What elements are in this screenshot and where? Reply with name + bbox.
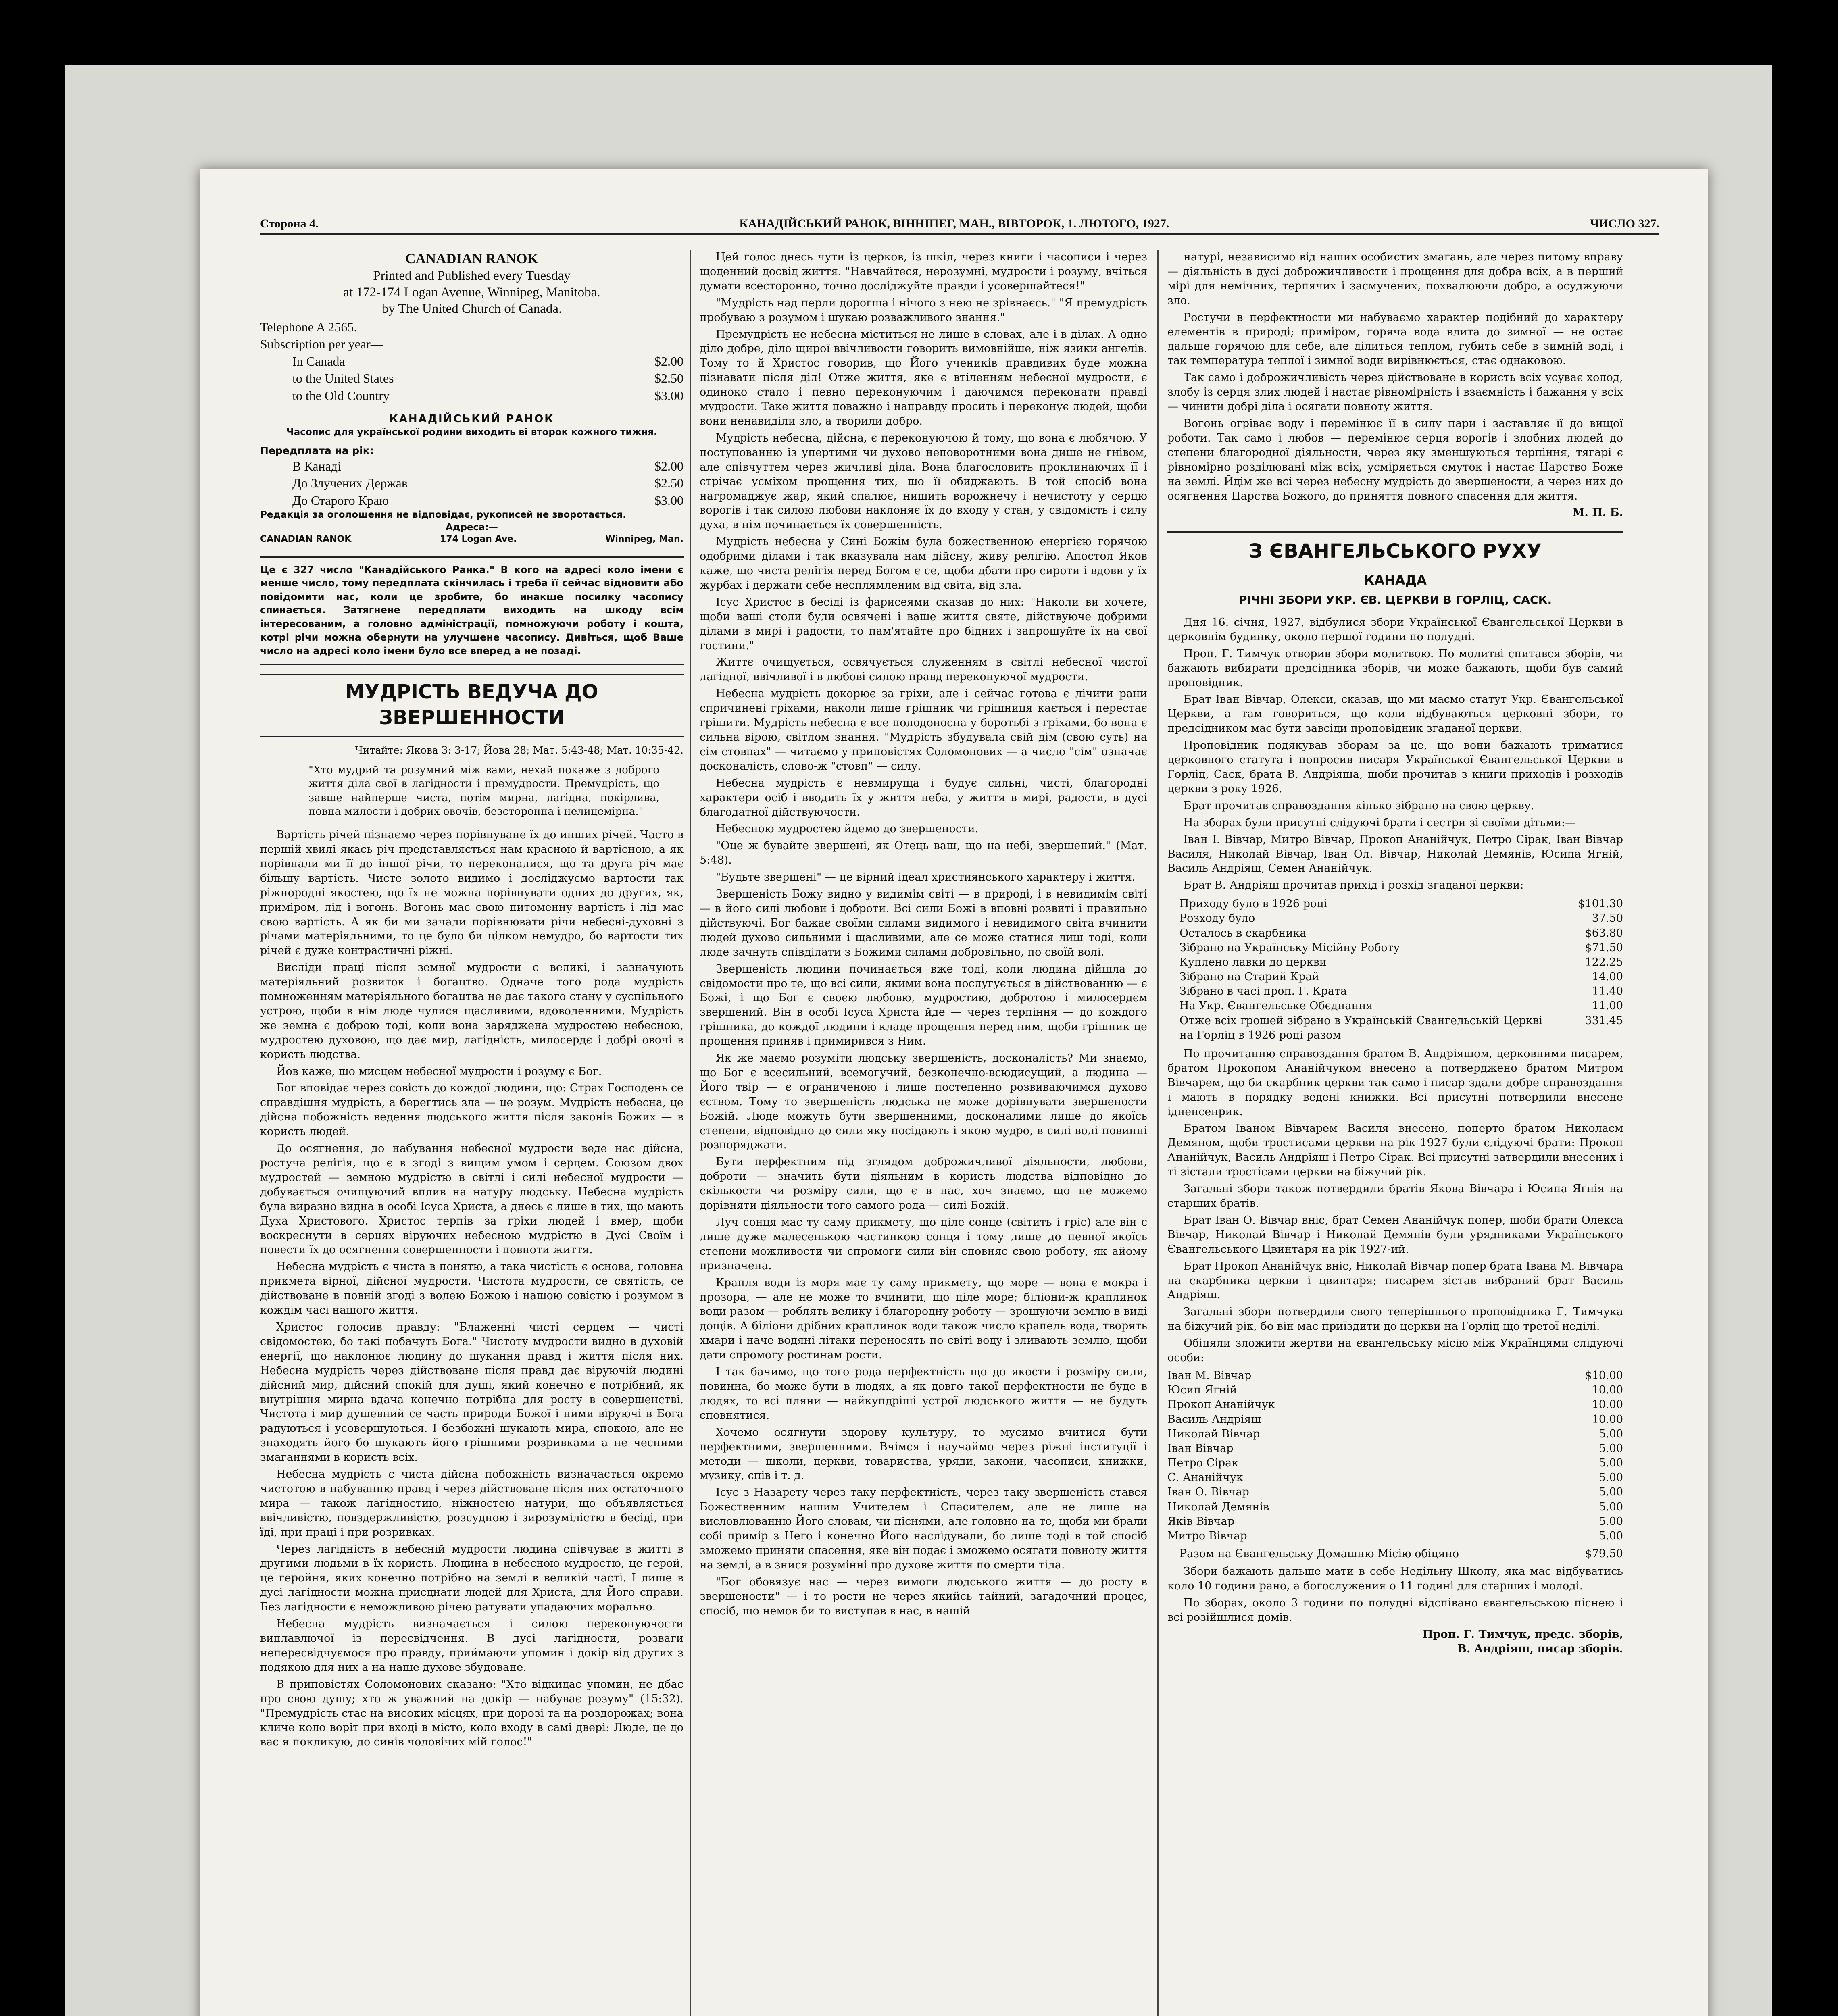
issue-number: ЧИСЛО 327. [1590, 217, 1659, 230]
article-paragraph: Небесна мудрість є невмируща і будує сильні, чисті, благородні характери осіб і вводить їх у життя неба, у життя в мирі, радости, в дусі благодатної дійствуючости. [700, 777, 1147, 818]
report-paragraph: Брат Іван О. Вівчар вніс, брат Семен Ананійчук попер, щоби брати Олекса Вівчар, Николай Вівчар і Николай Демянів були урядниками Українського Євангельського Цвинтаря на рік 1927-ий. [1167, 1214, 1623, 1256]
article-paragraph: "Оце ж бувайте звершені, як Отець ваш, що на небі, звершений." (Мат. 5:48). [700, 839, 1147, 867]
ua-masthead-title: КАНАДІЙСЬКИЙ РАНОК [389, 413, 554, 425]
scripture-readings: Читайте: Якова 3: 3-17; Йова 28; Мат. 5:43-48; Мат. 10:35-42. [355, 744, 684, 756]
column-rule-1 [690, 250, 691, 2016]
page-header [260, 217, 1659, 235]
signature: Проп. Г. Тимчук, предс. зборів, [1423, 1628, 1623, 1641]
article-paragraph: Мудрість небесна, дійсна, є переконуючою й тому, що вона є любячою. У поступованню із упертими чи духово неповоротними вона дише не гнівом, але співчуттем через жичливі діла. Вона благословить проклинаючих її і стрічає усміхом прощення тих, що її обиджають. В той спосіб вона нагромаджує жар, який спалює, нищить ворожнечу і нечистоту у серцю ворогів і так силою любови наклоняє їх до входу у стан, у свідомість і силу духа, в нім починається їх совершенність. [700, 431, 1147, 531]
article-paragraph: Христос голосив правду: "Блаженні чисті серцем — чисті свідомостею, бо такі побачуть Бога." Чистоту мудрости видно в духовій енергії, що наклонює людину до шукання правд і життя після них. Небесна мудрість через дійствоване після правд дає віруючій людині дійсний мир, дійсний спокій для душі, який конечно є потрібний, як внутрішня мирна вдача конечно потрібна для росту в совершенстві. Чистота і мир душевний се часть природи Божої і ними віруючі в Бога радуються і усовершуються. І безбожні шукають мира, спокою, але не знаходять його бо шукають його грішними розривками а не чесними змаганнями в користь всіх. [260, 1320, 684, 1464]
report-paragraph: Брат Іван Вівчар, Олекси, сказав, що ми маємо статут Укр. Євангельської Церкви, а там говориться, що коли відбуваються церковні збори, то предсідником має бути завсіди проповідник згаданої церкви. [1167, 693, 1623, 735]
masthead-line: by The United Church of Canada. [381, 302, 562, 317]
address-label: Адреса:— [446, 522, 498, 533]
ledger-row: Куплено лавки до церкви 122.25 [1179, 956, 1623, 968]
report-paragraph: Дня 16. січня, 1927, відбулися збори Української Євангельської Церкви в церковнім будинку, около першої години по полудні. [1167, 616, 1623, 643]
article-paragraph: Мудрість небесна у Сині Божім була божественною енергією горячою одобрими ділами і так вказувала нам дійсну, живу релігію. Апостол Яков каже, що чиста релігія перед Богом є се, щоби дбати про сироти і вдови у їх журбах і держати себе несплямленим від світа, від зла. [700, 535, 1147, 591]
newspaper-page [200, 169, 1708, 2016]
ua-rate-row: В Канаді $2.00 [292, 458, 684, 473]
article-paragraph: Звершеність людини починається вже тоді, коли людина дійшла до свідомости про те, що всі сили, якими вона послугується в дійствованню — є Божі, і що Бог є своєю любовю, мудростию, добротою і милосердєм звершений. Він в особі Ісуса Христа йде — через терпіння — до кождого грішника, до кождої людини і кладе прощення перед ним, щоби грішник це прощення приняв і примирився з Ним. [700, 962, 1147, 1048]
article-paragraph: Так само і доброжичливість через дійствоване в користь всіх усуває холод, злобу із серця злих людей і настає рівномірність і взаємність і бажання у всіх — чинити добрі діла і осягати повноту життя. [1167, 371, 1623, 413]
author-initials: М. П. Б. [1572, 506, 1623, 519]
article-paragraph: До осягнення, до набування небесної мудрости веде нас дійсна, ростуча релігія, що є в згоді з вищим умом і серцем. Союзом двох мудростей — земною мудрістю в світлі і силі небесної мудрости — добувається очищуючий вплив на натуру людську. Небесна мудрість була виразно видна в особі Ісуса Христа, а днесь є лише в тих, що мають Духа Христового. Христос терпів за гріхи людей і вмер, щоби воскреснути в серцях віруючих небесною мудрістю в Дусі Своїм і повести їх до осягнення совершенности і повноти життя. [260, 1142, 684, 1256]
article-epigraph: "Хто мудрий та розумний між вами, нехай покаже з доброго життя діла свої в лагідности і премудрости. Премудрість, що завше найперше чиста, потім мирна, лагідна, покірлива, повна милости і добрих овочів, безсторонна і нелицемірна." [308, 764, 659, 818]
article-paragraph: "Бог обовязує нас — через вимоги людського життя — до росту в звершености" — і то рости не через якийсь тайний, загадочний процес, спосіб, що немов би то виступав в нас, в нашій [700, 1575, 1147, 1617]
article-paragraph: "Мудрість над перли дорогша і нічого з нею не зрівнаєсь." "Я премудрість пробуваю з розумом і шукаю розважливого знання." [700, 296, 1147, 324]
ledger-row: Осталось в скарбника $63.80 [1179, 927, 1623, 939]
pledge-row: Николай Демянів 5.00 [1167, 1500, 1623, 1513]
report-paragraph: Брат Прокоп Ананійчук вніс, Николай Вівчар попер брата Івана М. Вівчара на скарбника церкви і цвинтаря; писарем зістав вибраний брат Василь Андріяш. [1167, 1260, 1623, 1302]
report-paragraph: По зборах, около 3 години по полудні відспівано євангельською піснею і всі розійшлися домів. [1167, 1597, 1623, 1624]
report-paragraph: Обіцяли зложити жертви на євангельську місію між Українцями слідуючі особи: [1167, 1337, 1623, 1364]
masthead-line: at 172-174 Logan Avenue, Winnipeg, Manitoba. [343, 285, 600, 300]
english-masthead [260, 250, 684, 318]
pledge-row: Митро Вівчар 5.00 [1167, 1529, 1623, 1542]
column-3 [1167, 250, 1623, 1656]
article-paragraph: Як же маємо розуміти людську звершеність, досконалість? Ми знаємо, що Бог є всесильний, всемогучий, безконечно-всюдисущий, а людина — Його твір — є ограниченою і лише постепенно розвиваючимся духово єством. Тому то звершеність людська не може дорівнувати звершености Божій. Люде можуть бути звершенними, досконалими лише до якоїсь степени, відповідно до сили яку посідають і якою мудро, в силі волі повинні розпоряджати. [700, 1052, 1147, 1152]
article-paragraph: Луч сонця має ту саму прикмету, що ціле сонце (світить і гріє) але він є лише дуже малесенькою частинкою сонця і тому лише до певної якоїсь степени можливости чи спромоги сили він сповняє свою роботу, як айому призначена. [700, 1216, 1147, 1272]
report-paragraph: Загальні збори потвердили свого теперішнього проповідника Г. Тимчука на біжучий рік, бо він має приїздити до церкви на Горліц що третої неділі. [1167, 1306, 1623, 1333]
masthead-line: Printed and Published every Tuesday [373, 268, 571, 283]
article-paragraph: Хочемо осягнути здорову культуру, то мусимо вчитися бути перфектними, звершенними. Вчімся і научаймо через ріжні інституції і методи — школи, церкви, товариства, уряди, закони, часописи, книжки, музику, спів і т. д. [700, 1426, 1147, 1482]
section-title: З ЄВАНГЕЛЬСЬКОГО РУХУ [1167, 531, 1623, 564]
ua-rate-row: До Старого Краю $3.00 [292, 493, 684, 508]
article-paragraph: Небесною мудростею йдемо до звершености. [716, 823, 979, 835]
report-paragraph: Проп. Г. Тимчук отворив збори молитвою. По молитві спитався зборів, чи бажають вибирати предсідника зборів, чи може бажають, щоби був самий проповідник. [1167, 647, 1623, 689]
column-2 [700, 250, 1147, 1620]
pledge-row: Василь Андріяш 10.00 [1167, 1413, 1623, 1426]
ua-subscription-label: Передплата на рік: [260, 445, 374, 457]
pledge-row: С. Ананійчук 5.00 [1167, 1471, 1623, 1484]
newspaper-dateline: КАНАДІЙСЬКИЙ РАНОК, ВІННІПЕГ, МАН., ВІВТОРОК, 1. ЛЮТОГО, 1927. [739, 217, 1169, 230]
ledger-row: Приходу було в 1926 році $101.30 [1179, 898, 1623, 910]
pledge-row: Іван О. Вівчар 5.00 [1167, 1486, 1623, 1499]
ledger-row: Розходу було 37.50 [1179, 912, 1623, 925]
rate-row: to the Old Country $3.00 [292, 388, 684, 403]
pledge-row: Николай Вівчар 5.00 [1167, 1427, 1623, 1440]
article-paragraph: Ісус з Назарету через таку перфектність, через таку звершеність стався Божественним нашим Учителем і Спасителем, але не лише на висловлюванню Його словам, чи піснями, але головно на те, щоби ми брали собі примір з Него і конечно Його наслідували, бо лише тоді в той спосіб зможемо приняти спасення, яке він подає і зможемо осягати повноту життя на землі, а в знися розумінні про духове життя по смерти тіла. [700, 1486, 1147, 1571]
pledge-row: Іван Вівчар 5.00 [1167, 1442, 1623, 1455]
report-paragraph: Проповідник подякував зборам за це, що вони бажають триматися церковного статута і попросив писаря Української Євангельської Церкви в Горліц, Саск, брата В. Андріяша, щоби прочитав з книги приходів і розходів церкви з року 1926. [1167, 739, 1623, 795]
report-paragraph: На зборах були присутні слідуючі брати і сестри зі своїми дітьми:— [1184, 816, 1576, 829]
report-paragraph: Збори бажають дальше мати в себе Недільну Школу, яка має відбуватись коло 10 години рано, а богослужения о 11 годині для старших і молоді. [1167, 1565, 1623, 1593]
editorial-note: Редакція за оголошення не відповідає, рукописей не зворотається. [260, 510, 626, 521]
article-paragraph: Ростучи в перфектности ми набуваємо характер подібний до характеру елементів в природі; приміром, горяча вода влита до зимної — не остає дальше горячою для себе, але ділиться теплом, губить себе в зимній воді, і так температура теплої і зимної води вирівнюється, стає однаковою. [1167, 311, 1623, 367]
address-row: CANADIAN RANOK 174 Logan Ave. Winnipeg, Man. [260, 534, 684, 545]
pledge-list [1167, 1368, 1623, 1561]
masthead-name: CANADIAN RANOK [405, 251, 538, 267]
article-paragraph: В приповістях Соломонових сказано: "Хто відкидає упомин, не дбає про свою душу; хто ж уважний на докір — набуває розуму" (15:32). "Премудрість стає на високих місцях, при дорозі та на роздорожах; вона кличе коло воріт при вході в місто, коло входу в самі двері: Люде, це до вас я покликую, до синів чоловічих мій голос!" [260, 1678, 684, 1749]
article-paragraph: Небесна мудрість визначається і силою переконуючости виплавлючої із переєвідчення. В дусі лагідности, розваги непересвідчуємося про правду, приймаючи упомин і докір від других з подякою для них а на наше духове збудоване. [260, 1618, 684, 1674]
article-paragraph: натурі, независимо від наших особистих змагань, але через питому вправу — діяльність в дусі доброжичливости і прощення для добра всіх, а в перший мірі для немічних, терпячих і засмучених, похвалюючи добро, а осуджуючи зло. [1167, 251, 1623, 307]
ledger-row: Зібрано в часі проп. Г. Крата 11.40 [1179, 985, 1623, 998]
subscription-notice: Це є 327 число "Канадійського Ранка." В кого на адресі коло імени є менше число, тому передплата скінчилась і треба її сейчас відновити або повідомити нас, коли це зробите, бо инакше посилку часопису спинається. Затягнене передплати виходить на шкоду всім інтересованим, а головно адміністрації, помножуючи роботу і кошта, котрі річи можна обернути на улучшене часопису. Дивіться, щоб Ваше число на адресі коло імени було все вперед а не позаді. [260, 556, 684, 665]
article-paragraph: Життє очищується, освячується служенням в світлі небесної чистої лагідної, ввічливої і в любові силою правд переконуючої мудрости. [700, 656, 1147, 683]
report-paragraph: По прочитанню справоздання братом В. Андріяшом, церковними писарем, братом Прокопом Ананійчуком внесено а потверджено братом Митром Вівчарем, що би скарбник церкви так само і писар здали добре справоздання і мають в порядку ведені книжки. Всі присутні потвердили внесене ідненсенрик. [1167, 1047, 1623, 1118]
ua-rate-row: До Злучених Держав $2.50 [292, 476, 684, 491]
telephone: Telephone A 2565. [260, 319, 357, 334]
column-1 [260, 250, 684, 1752]
ua-masthead-subtitle: Часопис для української родини виходить ві второк кожного тижня. [286, 427, 657, 437]
report-title: РІЧНІ ЗБОРИ УКР. ЄВ. ЦЕРКВИ В ГОРЛІЦ, САСК. [1238, 593, 1552, 606]
report-paragraph: Загальні збори також потвердили братів Якова Вівчара і Юсипа Ягнія на старших братів. [1167, 1183, 1623, 1210]
ledger-row: Зібрано на Старий Край 14.00 [1179, 971, 1623, 983]
article-paragraph: І так бачимо, що того рода перфектність що до якости і розміру сили, повинна, бо може бути в людях, а як довго такої перфектности не буде в людях, то всі пляни — найкупдріші устрої людського життя — не будуть сповнятися. [700, 1366, 1147, 1422]
pledge-row: Юсип Ягній 10.00 [1167, 1384, 1623, 1397]
article-paragraph: Небесна мудрість є чиста дійсна побожність визначається окремо чистотою в набуванню правд і через дійствоване після них остаточного мира — також лагідностию, ніжностею натури, що объявляється ввічливістю, повздержливістю, розсудною і зирозумілістю в бесіді, при їді, при праці і при розривках. [260, 1468, 684, 1539]
report-paragraph: Іван І. Вівчар, Митро Вівчар, Прокоп Ананійчук, Петро Сірак, Іван Вівчар Василя, Николай Вівчар, Іван Ол. Вівчар, Николай Демянів, Юсипа Ягній, Василь Андріяш, Семен Ананійчук. [1167, 833, 1623, 875]
article-paragraph: Небесна мудрість є чиста в понятю, а така чистість є основа, головна прикмета вірної, дійсної мудрости. Чистота мудрости, се святість, се дійствоване в повній згоді з волею Божою і нашою совістю і розумом в кождім часі нашого життя. [260, 1260, 684, 1317]
ledger [1167, 897, 1623, 1043]
article-paragraph: Бог вповідає через совість до кождої людини, що: Страх Господень се справдішня мудрість, а берегтись зла — це розум. Мудрість небесна, це дійсна побожність ведення людського життя після законів Божих — в користь людей. [260, 1082, 684, 1138]
signature: В. Андріяш, писар зборів. [1457, 1642, 1623, 1655]
ledger-row: Зібрано на Українську Місійну Роботу $71.50 [1179, 941, 1623, 954]
article-paragraph: Вогонь огріває воду і перемінює її в силу пари і заставляє її до вищої роботи. Так само і любов — перемінює серця ворогів і злобних людей до степени благородної діяльности, через яку зменшуються терпіння, тягарі є рівномірно розділювані між всіх, усміряється смуток і настає Царство Боже на землі. Йдім же всі через небесну мудрість до звершености, а через них до осягнення Царства Божого, до приняття повного спасення для життя. [1167, 417, 1623, 502]
article-title: МУДРІСТЬ ВЕДУЧА ДО ЗВЕРШЕННОСТИ [260, 673, 684, 737]
article-paragraph: Премудрість не небесна міститься не лише в словах, але і в ділах. А одно діло добре, діло щирої ввічливости говорить вимовнійше, ніж язики ангелів. Тому то й Христос говорив, що Його учеників правдивих буде можна пізнавати після діл! Отже життя, яке є втіленням небесної мудрости, є одиноко стало і певно переконуючим і даючимся переконати правді мудрости. Таке життя поважно і направду просить і переконує людей, щоби вони ненавиділи зло, а творили добро. [700, 328, 1147, 427]
pledge-row: Яків Вівчар 5.00 [1167, 1515, 1623, 1528]
article-paragraph: Вартість річей пізнаємо через порівнуване їх до инших річей. Часто в першій хвилі якась річ представляється нам красною й вартісною, а як порівнали ми її до іншої річи, то переконалися, що та друга річ має більшу вартість. Чисте золото видимо і досліджуємо вартости так ріжнородні якостею, що їх не можна порівнувати одних до других, як, приміром, лід і вогонь. Вогонь має свою питоменну вартість і лід має свою вартість. А як би ми зачали порівнювати річи небесні-духовні з річами матеріяльними, то це було би цілком немудро, бо вартости тих річей є дуже контрастичні ріжні. [260, 829, 684, 957]
report-paragraph: Брат В. Андріяш прочитав прихід і розхід згаданої церкви: [1184, 879, 1524, 892]
article-paragraph: Цей голос днесь чути із церков, із шкіл, через книги і часописи і через щоденний досвід життя. "Навчайтеся, нерозумні, мудрости і розуму, вчіться думати всесторонно, точно досліджуйте правди і усовершайтеся!" [700, 251, 1147, 292]
article-paragraph: Ісус Христос в бесіді із фарисеями сказав до них: "Наколи ви хочете, щоби ваші столи були освячені і ваше життя святе, дійствуюче добрими ділами в мирі і радости, то пам'ятайте про бідних і запрошуйте їх на свої гостини." [700, 596, 1147, 652]
section-region: КАНАДА [1364, 573, 1427, 588]
article-paragraph: Звершеність Божу видно у видимім світі — в природі, і в невидимім світі — в його силі любови і доброти. Всі сили Божі в вповні розвиті і правильно дійствуючі. Бог бажає своїми силами видимого і невидимого світа вчинити людей духово сильними і щасливими, але се може статися лиш тоді, коли люде зачнуть співділати з Божими силами добровільно, по своїй волі. [700, 888, 1147, 958]
article-paragraph: "Будьте звершені" — це вірний ідеал християнського характеру і життя. [716, 871, 1136, 884]
page-number: Сторона 4. [260, 217, 319, 230]
article-paragraph: Крапля води із моря має ту саму прикмету, що море — вона є мокра і прозора, — але не може то вчинити, що ціле море; біліони-ж краплинок води разом — роблять велику і благородну роботу — зрошуючи землю в виді дощів. А біліони дрібних краплинок води також число крапель вода, творять хмари і наче водяні літаки переносять по світі воду і зливають землю, щоби дати спромогу ростинам рости. [700, 1276, 1147, 1362]
column-rule-2 [1157, 250, 1159, 2016]
rate-row: In Canada $2.00 [292, 354, 684, 369]
ledger-row: На Укр. Євангельське Обєднання 11.00 [1179, 1000, 1623, 1012]
article-paragraph: Бути перфектним під зглядом доброжичливої діяльности, любови, доброти — значить бути діяльним в користь людства відповідно до скількости чи розміру сили, що є в нас, хоч знаємо, що не можемо дорівняти діяльности того самого рода — силі Божій. [700, 1156, 1147, 1212]
rate-row: to the United States $2.50 [292, 371, 684, 386]
ledger-total-row: Отже всіх грошей зібрано в Українській Євангельській Церкві на Горліц в 1926 році разом 331.45 [1179, 1014, 1623, 1041]
report-paragraph: Братом Іваном Вівчарем Василя внесено, поперто братом Николаєм Демяном, щоби тростисами церкви на рік 1927 були слідуючі брати: Прокоп Ананійчук, Василь Андріяш і Петро Сірак. Всі присутні затвердили внесених і ті зістали тростісами церкви на біжучий рік. [1167, 1122, 1623, 1179]
article-paragraph: Небесна мудрість докорює за гріхи, але і сейчас готова є лічити рани спричинені гріхами, наколи лише грішник чи грішниця кається і перестає грішити. Мудрість небесна є все полодоносна у боротьбі з гріхами, бо вона є сильна вірою, світлом знання. "Мудрість збудувала свій дім (свою суть) на сім стовпах" — читаємо у приповістях Соломонових — а число "сім" означає досконалість, слово-ж "стовп" — силу. [700, 687, 1147, 773]
subscription-label: Subscription per year— [260, 337, 383, 352]
article-paragraph: Висліди праці після земної мудрости є великі, і зазначують матеріяльний розвиток і богацтво. Одначе того рода мудрість помноженням матеріяльного богацтва не дає такого стану у суспільного устрою, щоби в нім люде чулися щасливими, вдоволенними. Мудрість же земна є доброю тоді, коли вона заряджена мудростею небесною, мудростею духовою, що дає мир, лагідність, милосердє і добрі овочі в користь людства. [260, 961, 684, 1061]
pledge-row: Петро Сірак 5.00 [1167, 1457, 1623, 1470]
article-paragraph: Через лагідність в небесній мудрости людина співчуває в житті в другими людьми в їх користь. Людина в небесною мудростю, це герой, це геройня, яких конечно потрібно на землі в великій часті. І лише в дусі лагідности можна приєднати людей для Христа, для Його справи. Без лагідности є неможливою річею ратувати упадаючих морально. [260, 1543, 684, 1614]
pledge-total-row: Разом на Євангельську Домашню Місію обіцяно $79.50 [1179, 1547, 1623, 1560]
article-paragraph: Йов каже, що мисцем небесної мудрости і розуму є Бог. [276, 1065, 602, 1078]
pledge-row: Іван М. Вівчар $10.00 [1167, 1369, 1623, 1382]
report-paragraph: Брат прочитав справоздання кілько зібрано на свою церкву. [1184, 799, 1534, 812]
pledge-row: Прокоп Ананійчук 10.00 [1167, 1398, 1623, 1411]
